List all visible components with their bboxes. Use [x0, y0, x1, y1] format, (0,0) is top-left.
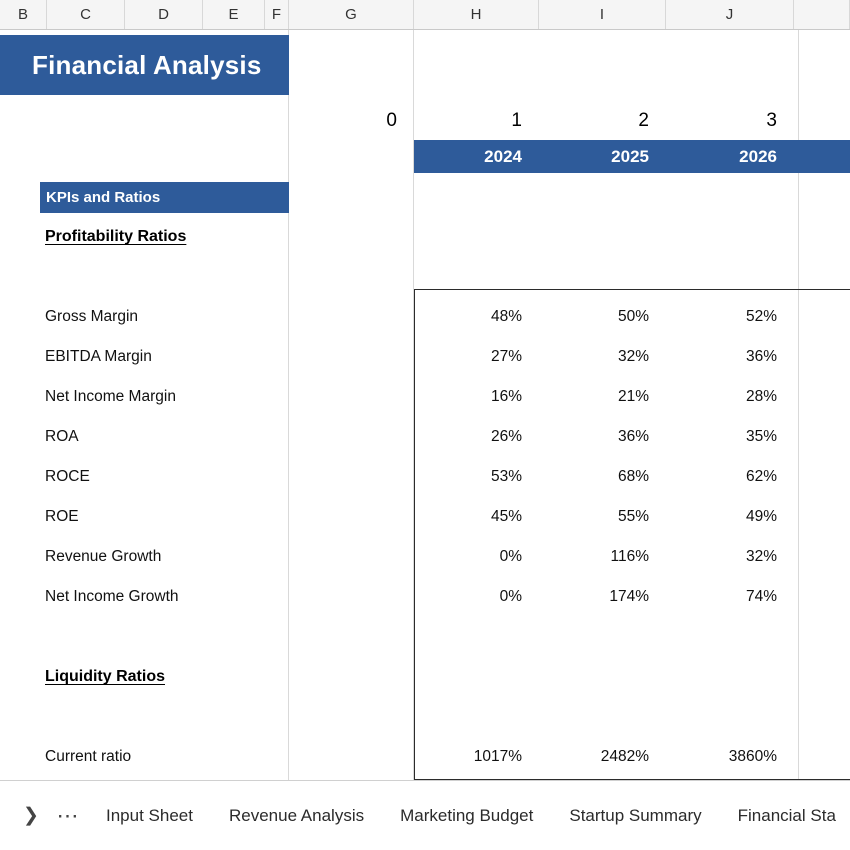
chevron-right-icon[interactable]: ❯	[23, 805, 39, 826]
cell-roa-2025[interactable]: 36%	[617, 428, 649, 445]
column-header-J[interactable]: J	[666, 0, 794, 29]
row-label-ebitda-margin: EBITDA Margin	[45, 348, 152, 365]
cell-roe-2025[interactable]: 55%	[617, 508, 649, 525]
cell-current-ratio-2025[interactable]: 2482%	[600, 748, 649, 765]
cell-roa-2026[interactable]: 35%	[745, 428, 777, 445]
section-header-kpis	[40, 182, 289, 213]
cell-roe-2024[interactable]: 45%	[490, 508, 522, 525]
subsection-liquidity-ratios: Liquidity Ratios	[45, 668, 165, 685]
grid-line-E-F	[288, 30, 289, 780]
column-header-G[interactable]: G	[289, 0, 414, 29]
sheet-tab-bar	[0, 780, 850, 850]
row-label-revenue-growth: Revenue Growth	[45, 548, 162, 565]
cell-current-ratio-2026[interactable]: 3860%	[728, 748, 777, 765]
row-label-roce: ROCE	[45, 468, 90, 485]
cell-roce-2025[interactable]: 68%	[617, 468, 649, 485]
ellipsis-icon[interactable]: ⋯	[56, 802, 80, 828]
subsection-profitability-ratios: Profitability Ratios	[45, 228, 187, 245]
sheet-tab-revenue-analysis[interactable]: Revenue Analysis	[228, 805, 365, 825]
column-header-F[interactable]: F	[265, 0, 289, 29]
cell-net-income-margin-2024[interactable]: 16%	[490, 388, 522, 405]
page-title: Financial Analysis	[32, 49, 262, 80]
row-label-current-ratio: Current ratio	[45, 748, 132, 765]
column-header-E[interactable]: E	[203, 0, 265, 29]
sheet-tab-financial-statements[interactable]: Financial Sta	[737, 805, 836, 825]
sheet-tab-startup-summary[interactable]: Startup Summary	[569, 805, 702, 825]
column-header-row	[0, 0, 850, 30]
cell-net-income-growth-2026[interactable]: 74%	[745, 588, 777, 605]
column-header-H[interactable]: H	[414, 0, 539, 29]
period-index-row	[289, 105, 794, 137]
cell-net-income-margin-2026[interactable]: 28%	[745, 388, 777, 405]
cell-roce-2024[interactable]: 53%	[490, 468, 522, 485]
column-header-K[interactable]	[794, 0, 850, 29]
year-header-2025: 2025	[611, 146, 649, 166]
year-header-2024: 2024	[484, 146, 522, 166]
cell-ebitda-margin-2024[interactable]: 27%	[490, 348, 522, 365]
cell-current-ratio-2024[interactable]: 1017%	[473, 748, 522, 765]
spreadsheet-grid[interactable]	[0, 30, 850, 780]
cell-net-income-margin-2025[interactable]: 21%	[617, 388, 649, 405]
cell-ebitda-margin-2025[interactable]: 32%	[617, 348, 649, 365]
row-label-net-income-margin: Net Income Margin	[45, 388, 176, 405]
cell-net-income-growth-2025[interactable]: 174%	[609, 588, 649, 605]
period-index-3: 3	[766, 110, 777, 131]
row-label-net-income-growth: Net Income Growth	[45, 588, 179, 605]
column-header-D[interactable]: D	[125, 0, 203, 29]
row-label-roa: ROA	[45, 428, 79, 445]
cell-revenue-growth-2024[interactable]: 0%	[499, 548, 522, 565]
period-index-0: 0	[386, 110, 397, 131]
sheet-title-banner	[0, 35, 289, 95]
column-header-C[interactable]: C	[47, 0, 125, 29]
cell-gross-margin-2024[interactable]: 48%	[490, 308, 522, 325]
cell-revenue-growth-2025[interactable]: 116%	[610, 548, 649, 565]
period-index-1: 1	[511, 110, 522, 131]
column-header-B[interactable]: B	[0, 0, 47, 29]
cell-ebitda-margin-2026[interactable]: 36%	[745, 348, 777, 365]
year-header-band	[414, 140, 850, 173]
cell-gross-margin-2026[interactable]: 52%	[745, 308, 777, 325]
period-index-2: 2	[638, 110, 649, 131]
year-header-2026: 2026	[739, 146, 777, 166]
row-label-gross-margin: Gross Margin	[45, 308, 139, 325]
cell-roe-2026[interactable]: 49%	[745, 508, 777, 525]
section-header-label: KPIs and Ratios	[46, 189, 161, 206]
sheet-tab-input-sheet[interactable]: Input Sheet	[106, 805, 193, 825]
cell-gross-margin-2025[interactable]: 50%	[617, 308, 649, 325]
column-header-I[interactable]: I	[539, 0, 666, 29]
sheet-tab-marketing-budget[interactable]: Marketing Budget	[400, 805, 534, 825]
cell-revenue-growth-2026[interactable]: 32%	[745, 548, 777, 565]
cell-roce-2026[interactable]: 62%	[745, 468, 777, 485]
cell-roa-2024[interactable]: 26%	[490, 428, 522, 445]
row-label-roe: ROE	[45, 508, 79, 525]
cell-net-income-growth-2024[interactable]: 0%	[499, 588, 522, 605]
